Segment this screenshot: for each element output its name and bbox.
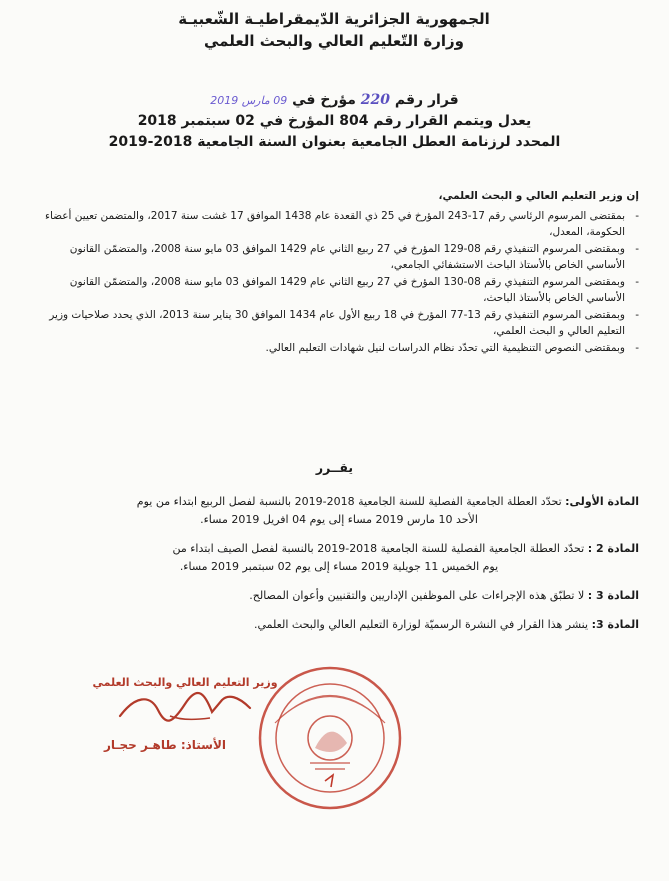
decision-subject: يعدل ويتمم القرار رقم 804 المؤرخ في 02 سبتمبر 2018 [137, 113, 532, 129]
visa-item: - وبمقتضى المرسوم التنفيذي رقم 08-129 المؤرخ في 27 ربيع الثاني عام 1429 الموافق 03 مايو سنة 2008، والمتضمّن القانون الأساسي الخاص بالأستاذ الباحث الاستشفائي الجامعي، [29, 241, 639, 273]
article-3 [39, 587, 639, 605]
article-title: المادة 3 : [587, 589, 639, 602]
article-body: ينشر هذا القرار في النشرة الرسميّة لوزارة التعليم العالي والبحث العلمي. [254, 618, 589, 631]
article-title: المادة 3: [591, 618, 639, 631]
ministry-title: وزارة التّعليم العالي والبحث العلمي [203, 32, 465, 50]
visa-item: - وبمقتضى النصوص التنظيمية التي تحدّد نظام الدراسات لنيل شهادات التعليم العالي. [29, 340, 639, 356]
article-continuation: الأحد 10 مارس 2019 مساء إلى يوم 04 افريل 2019 مساء. [200, 513, 478, 526]
article-body: لا تطبّق هذه الإجراءات على الموظفين الإداريين والتقنيين وأعوان المصالح. [249, 589, 585, 602]
visa-item: - بمقتضى المرسوم الرئاسي رقم 17-243 المؤرخ في 25 ذي القعدة عام 1438 الموافق 17 غشت سنة 2017، والمتضمن تعيين أعضاء الحكومة، المعدل، [29, 208, 639, 240]
visa-item: - وبمقتضى المرسوم التنفيذي رقم 13-77 المؤرخ في 18 ربيع الأول عام 1434 الموافق 30 يناير سنة 2013، الذي يحدد صلاحيات وزير التعليم العالي و البحث العلمي، [29, 307, 639, 339]
ministry-seal-stamp [255, 663, 405, 813]
decision-date: 09 مارس 2019 [210, 94, 288, 107]
article-continuation: يوم الخميس 11 جويلية 2019 مساء إلى يوم 02 سبتمبر 2019 مساء. [179, 560, 499, 573]
article-body: تحدّد العطلة الجامعية الفصلية للسنة الجامعية 2018-2019 بالنسبة لفصل الصيف ابتداء من [172, 542, 585, 555]
decision-prefix: قرار رقم [394, 92, 459, 108]
document-header [174, 8, 494, 52]
republic-title: الجمهورية الجزائرية الدّيمقراطيـة الشّعبيـة [178, 10, 490, 28]
article-1 [39, 493, 639, 529]
decision-scope: المحدد لرزنامة العطل الجامعية بعنوان السنة الجامعية 2018-2019 [108, 134, 561, 150]
visa-item: - وبمقتضى المرسوم التنفيذي رقم 08-130 المؤرخ في 27 ربيع الثاني عام 1429 الموافق 03 مايو سنة 2008، والمتضمّن القانون الأساسي الخاص بالأستاذ الباحث، [29, 274, 639, 306]
signatory-title: وزير التعليم العالي والبحث العلمي [92, 676, 278, 689]
decision-number: 220 [360, 92, 391, 108]
visas-list [29, 208, 639, 357]
decides-heading: يقــرر [315, 460, 354, 475]
article-title: المادة الأولى: [565, 495, 639, 508]
article-4 [39, 616, 639, 634]
article-body: تحدّد العطلة الجامعية الفصلية للسنة الجامعية 2018-2019 بالنسبة لفصل الربيع ابتداء من يوم [136, 495, 562, 508]
signatory-name: الأستاذ: طاهـر حجـار [103, 738, 227, 752]
preamble-intro: إن وزير التعليم العالي و البحث العلمي، [438, 190, 639, 202]
article-2 [39, 540, 639, 576]
handwritten-signature [110, 686, 260, 731]
articles [39, 493, 639, 645]
article-title: المادة 2 : [587, 542, 639, 555]
decision-dated: مؤرخ في [292, 92, 356, 108]
decision-title [60, 90, 609, 153]
decision-number-line [60, 90, 609, 111]
